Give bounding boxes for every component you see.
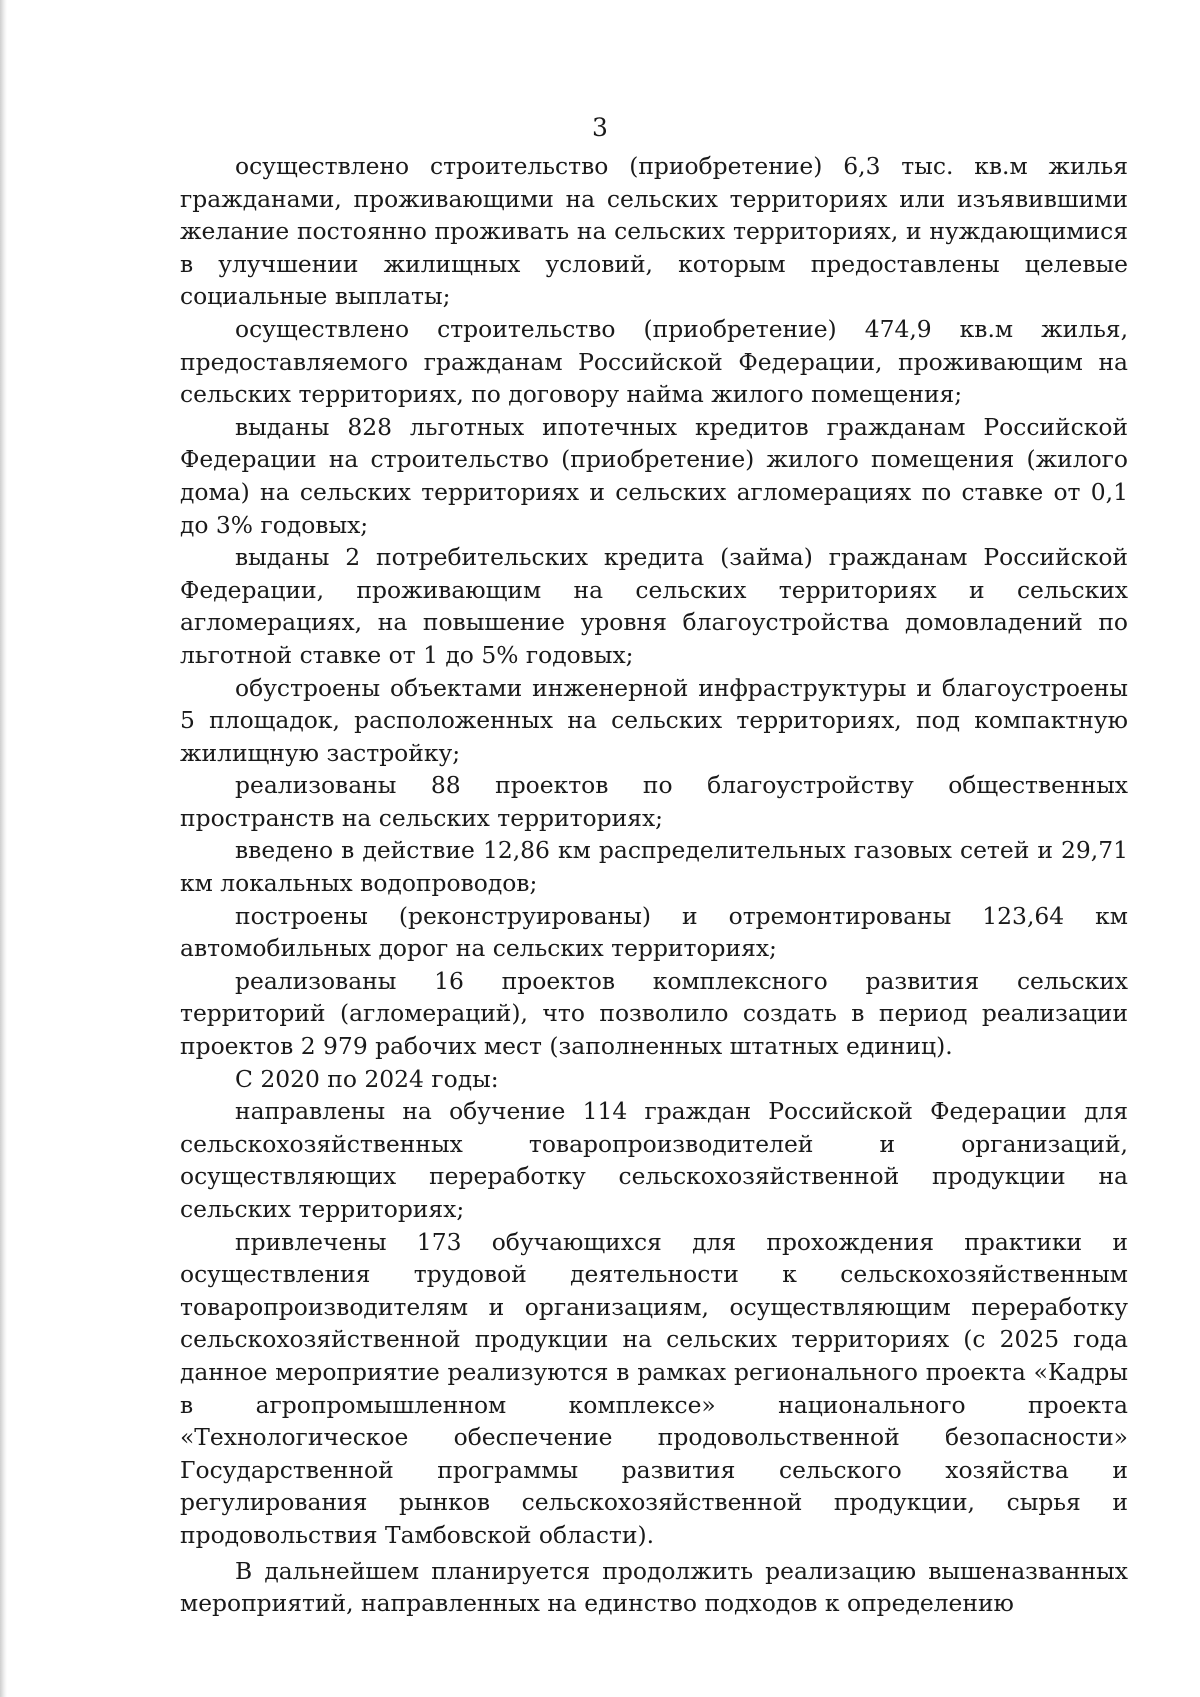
- paragraph-rural-housing-social-payments: осуществлено строительство (приобретение) 6,3 тыс. кв.м жилья гражданами, проживающими на сельских территориях или изъявившими желание постоянно проживать на сельских территориях, и нуждающимися в улучшении жилищных условий, которым предоставлены целевые социальные выплаты;: [180, 152, 1128, 311]
- paragraph-future-plans: В дальнейшем планируется продолжить реализацию вышеназванных мероприятий, направленных на единство подходов к определению: [180, 1556, 1128, 1618]
- paragraph-mortgage-loans: выданы 828 льготных ипотечных кредитов гражданам Российской Федерации на строительство (приобретение) жилого помещения (жилого дома) на сельских территориях и сельских агломерациях по ставке от 0,1 до 3% годовых;: [180, 412, 1128, 539]
- page-number: 3: [592, 113, 608, 142]
- scan-edge-shadow: [0, 0, 7, 1697]
- paragraph-engineering-infrastructure: обустроены объектами инженерной инфраструктуры и благоустроены 5 площадок, расположенных на сельских территориях, под компактную жилищную застройку;: [180, 673, 1128, 767]
- paragraph-students-practice: привлечены 173 обучающихся для прохождения практики и осуществления трудовой деятельности к сельскохозяйственным товаропроизводителям и организациям, осуществляющим переработку сельскохозяйственной продукции на сельских территориях (с 2025 года данное мероприятие реализуются в рамках регионального проекта «Кадры в агропромышленном комплексе» национального проекта «Технологическое обеспечение продовольственной безопасности» Государственной программы развития сельского хозяйства и регулирования рынков сельскохозяйственной продукции, сырья и продовольствия Тамбовской области).: [180, 1227, 1128, 1549]
- paragraph-training: направлены на обучение 114 граждан Российской Федерации для сельскохозяйственных товаропроизводителей и организаций, осуществляющих переработку сельскохозяйственной продукции на сельских территориях;: [180, 1097, 1128, 1223]
- paragraph-consumer-loans: выданы 2 потребительских кредита (займа) гражданам Российской Федерации, проживающим на сельских территориях и сельских агломерациях, на повышение уровня благоустройства домовладений по льготной ставке от 1 до 5% годовых;: [180, 543, 1128, 669]
- body-text: [180, 150, 1128, 1620]
- paragraph-complex-development: реализованы 16 проектов комплексного развития сельских территорий (агломераций), что позволило создать в период реализации проектов 2 979 рабочих мест (заполненных штатных единиц).: [180, 966, 1128, 1061]
- paragraph-period-heading: С 2020 по 2024 годы:: [235, 1064, 499, 1093]
- paragraph-roads: построены (реконструированы) и отремонтированы 123,64 км автомобильных дорог на сельских территориях;: [180, 901, 1128, 963]
- paragraph-gas-and-water: введено в действие 12,86 км распределительных газовых сетей и 29,71 км локальных водопроводов;: [180, 836, 1128, 898]
- paragraph-public-spaces: реализованы 88 проектов по благоустройству общественных пространств на сельских территориях;: [180, 771, 1128, 832]
- paragraph-rental-housing: осуществлено строительство (приобретение) 474,9 кв.м жилья, предоставляемого гражданам Российской Федерации, проживающим на сельских территориях, по договору найма жилого помещения;: [180, 314, 1128, 409]
